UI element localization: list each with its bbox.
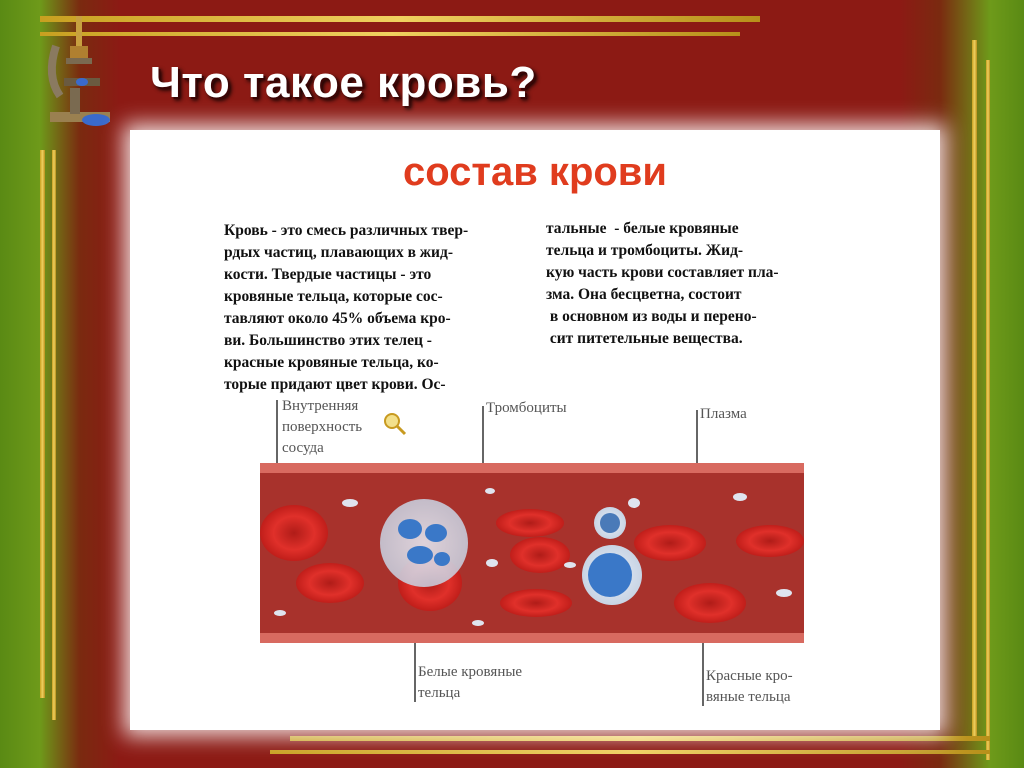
panel-heading: состав крови	[402, 150, 667, 194]
label-white-cells: Белые кровяные тельца	[418, 664, 523, 701]
red-blood-cell	[296, 563, 364, 603]
decor-line-right	[972, 40, 977, 740]
decor-line-right-2	[986, 60, 990, 760]
content-panel	[130, 130, 940, 730]
label-vessel-wall: Внутренняя поверхность сосуда	[282, 398, 363, 456]
decor-line-bottom-2	[270, 750, 990, 754]
label-platelets: Тромбоциты	[486, 400, 567, 416]
decor-line-bottom	[290, 736, 990, 741]
red-blood-cell	[260, 505, 328, 561]
decor-line-left	[40, 150, 45, 698]
red-blood-cell	[736, 525, 804, 557]
paragraph-right: тальные - белые кровяные тельца и тромбоциты. Жид- кую часть крови составляет пла- зма. Она бесцветна, состоит в основном из воды и перено- сит питетельные вещества.	[546, 220, 779, 347]
red-blood-cell	[634, 525, 706, 561]
magnifier-icon	[382, 412, 408, 436]
label-plasma: Плазма	[700, 406, 747, 422]
red-blood-cell	[510, 537, 570, 573]
red-blood-cell	[674, 583, 746, 623]
slide-title: Что такое кровь?	[150, 58, 537, 107]
label-red-cells: Красные кро- вяные тельца	[706, 668, 793, 705]
red-blood-cell	[500, 589, 572, 617]
red-blood-cell	[496, 509, 564, 537]
decor-line-top-2	[40, 32, 740, 36]
white-blood-cell	[380, 499, 468, 587]
decor-line-left-2	[52, 150, 56, 720]
blood-vessel-illustration	[260, 463, 804, 643]
paragraph-left: Кровь - это смесь различных твер- рдых частиц, плавающих в жид- кости. Твердые частицы - это кровяные тельца, которые сос- тавляют около 45% объема кро- ви. Большинство этих телец - красные кровяные тельца, ко- торые придают цвет крови. Ос-	[224, 222, 469, 393]
decor-line-top	[40, 16, 760, 22]
microscope-icon	[36, 16, 120, 136]
